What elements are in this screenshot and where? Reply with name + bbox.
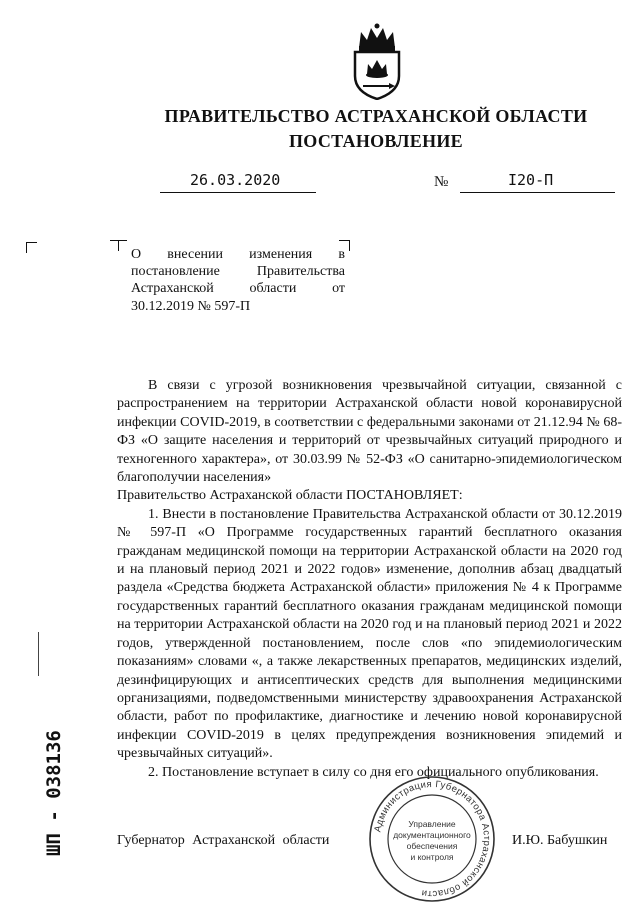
preamble-paragraph: В связи с угрозой возникновения чрезвычайной ситуации, связанной с распространением на территории Астраханской области новой коронавирусной инфекции COVID-2019, в соответствии с федеральными законами от 21.12.94 № 68-ФЗ «О защите населения и территорий от чрезвычайных ситуаций природного и техногенного характера», от 30.03.99 № 52-ФЗ «О санитарно-эпидемиологическом благополучии населения»: [117, 378, 622, 486]
subject-line: О внесении изменения в: [131, 247, 345, 262]
resolution-line: Правительство Астраханской области ПОСТАНОВЛЯЕТ:: [117, 488, 463, 504]
item-2-paragraph: 2. Постановление вступает в силу со дня его официального опубликования.: [148, 764, 599, 780]
subject-line: постановление Правительства: [131, 264, 345, 280]
stamp-center-line: обеспечения: [406, 841, 458, 851]
subject-bracket-left-inner: [118, 240, 127, 251]
margin-mark: [38, 632, 39, 676]
corner-mark: [26, 242, 37, 253]
signatory-title: Губернатор Астраханской области: [117, 833, 330, 848]
stamp-ring-text: Администрация Губернатора Астраханской области: [372, 778, 493, 900]
document-date: 26.03.2020: [190, 171, 281, 189]
document-type: ПОСТАНОВЛЕНИЕ: [289, 131, 463, 151]
document-subject: [131, 246, 345, 315]
official-stamp-icon: [367, 774, 497, 904]
stamp-center-line: и контроля: [410, 852, 454, 862]
document-body: [117, 377, 622, 782]
item-1-paragraph: 1. Внести в постановление Правительства Астраханской области от 30.12.2019 № 597-П «О Программе государственных гарантий бесплатного оказания гражданам медицинской помощи на территории Астраханской области на 2020 год и на плановый период 2021 и 2022 годов» изменение, дополнив абзац двадцатый раздела «Средства бюджета Астраханской области» приложения № 4 к Программе государственных гарантий бесплатного оказания гражданам медицинской помощи на территории Астраханской области на 2020 год и на плановый период 2021 и 2022 годов, утвержденной постановлением, после слов «по эпидемиологическим показаниям» словами «, а также лекарственных препаратов, медицинских изделий, дезинфицирующих и антисептических средств для выполнения медицинскими организациями, подведомственными министерству здравоохранения Астраханской области, работ по профилактике, диагностике и лечению новой коронавирусной инфекции COVID-2019 в целях предупреждения возникновения эпидемий и чрезвычайных ситуаций».: [117, 506, 622, 762]
number-sign: №: [434, 174, 449, 190]
stamp-center-line: Управление: [408, 819, 456, 829]
signatory-name: И.Ю. Бабушкин: [512, 833, 608, 848]
registration-number-text: ШП - 038136: [43, 730, 65, 856]
subject-line: 30.12.2019 № 597-П: [131, 298, 251, 314]
coat-of-arms-icon: [349, 22, 405, 100]
organization-title: ПРАВИТЕЛЬСТВО АСТРАХАНСКОЙ ОБЛАСТИ: [164, 106, 588, 126]
document-number: I20-П: [508, 171, 554, 189]
subject-line: Астраханской области от: [131, 281, 345, 297]
registration-number: [18, 728, 78, 858]
stamp-center-line: документационного: [393, 830, 471, 840]
